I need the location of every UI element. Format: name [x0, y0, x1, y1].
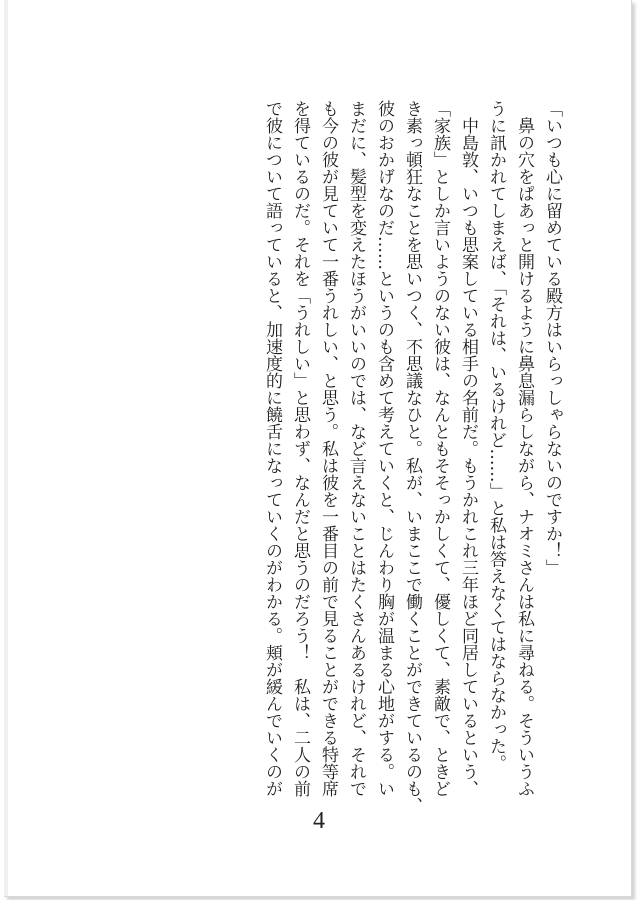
text-line: き素っ頓狂なことを思いつく、不思議なひと。私が、いまここで働くことができているのも、 — [402, 100, 422, 814]
text-line: 彼のおかげなのだ……というのも含めて考えていくと、じんわり胸が温まる心地がする。い — [374, 100, 394, 797]
text-line: 「家族」としか言いようのない彼は、なんともそそっかしくて、優しくて、素敵で、ときど — [430, 100, 450, 797]
body-text — [258, 100, 566, 814]
text-line: を得ているのだ。それを「うれしい」と思わず、なんだと思うのだろう！ 私は、二人の前 — [290, 100, 310, 797]
page-number: 4 — [313, 808, 325, 834]
text-line: も今の彼が見ていて一番うれしい、と思う。私は彼を一番目の前で見ることができる特等席 — [318, 100, 338, 797]
text-line: 「いつも心に留めている殿方はいらっしゃらないのですか！」 — [542, 100, 562, 576]
text-line: で彼について語っていると、加速度的に饒舌になっていくのがわかる。頬が緩んでいくのが — [262, 100, 282, 797]
text-line: 中島敦、いつも思案している相手の名前だ。もうかれこれ三年ほど同居しているという、 — [458, 100, 478, 797]
text-line: まだに、髪型を変えたほうがいいのでは、など言えないことはたくさんあるけれど、それで — [346, 100, 366, 797]
page-edge — [4, 0, 8, 896]
text-line: うに訊かれてしまえば、「それは、いるけれど……」と私は答えなくてはならなかった。 — [486, 100, 506, 772]
text-line: 鼻の穴をぱあっと開けるように鼻息漏らしながら、ナオミさんは私に尋ねる。そういうふ — [514, 100, 534, 797]
